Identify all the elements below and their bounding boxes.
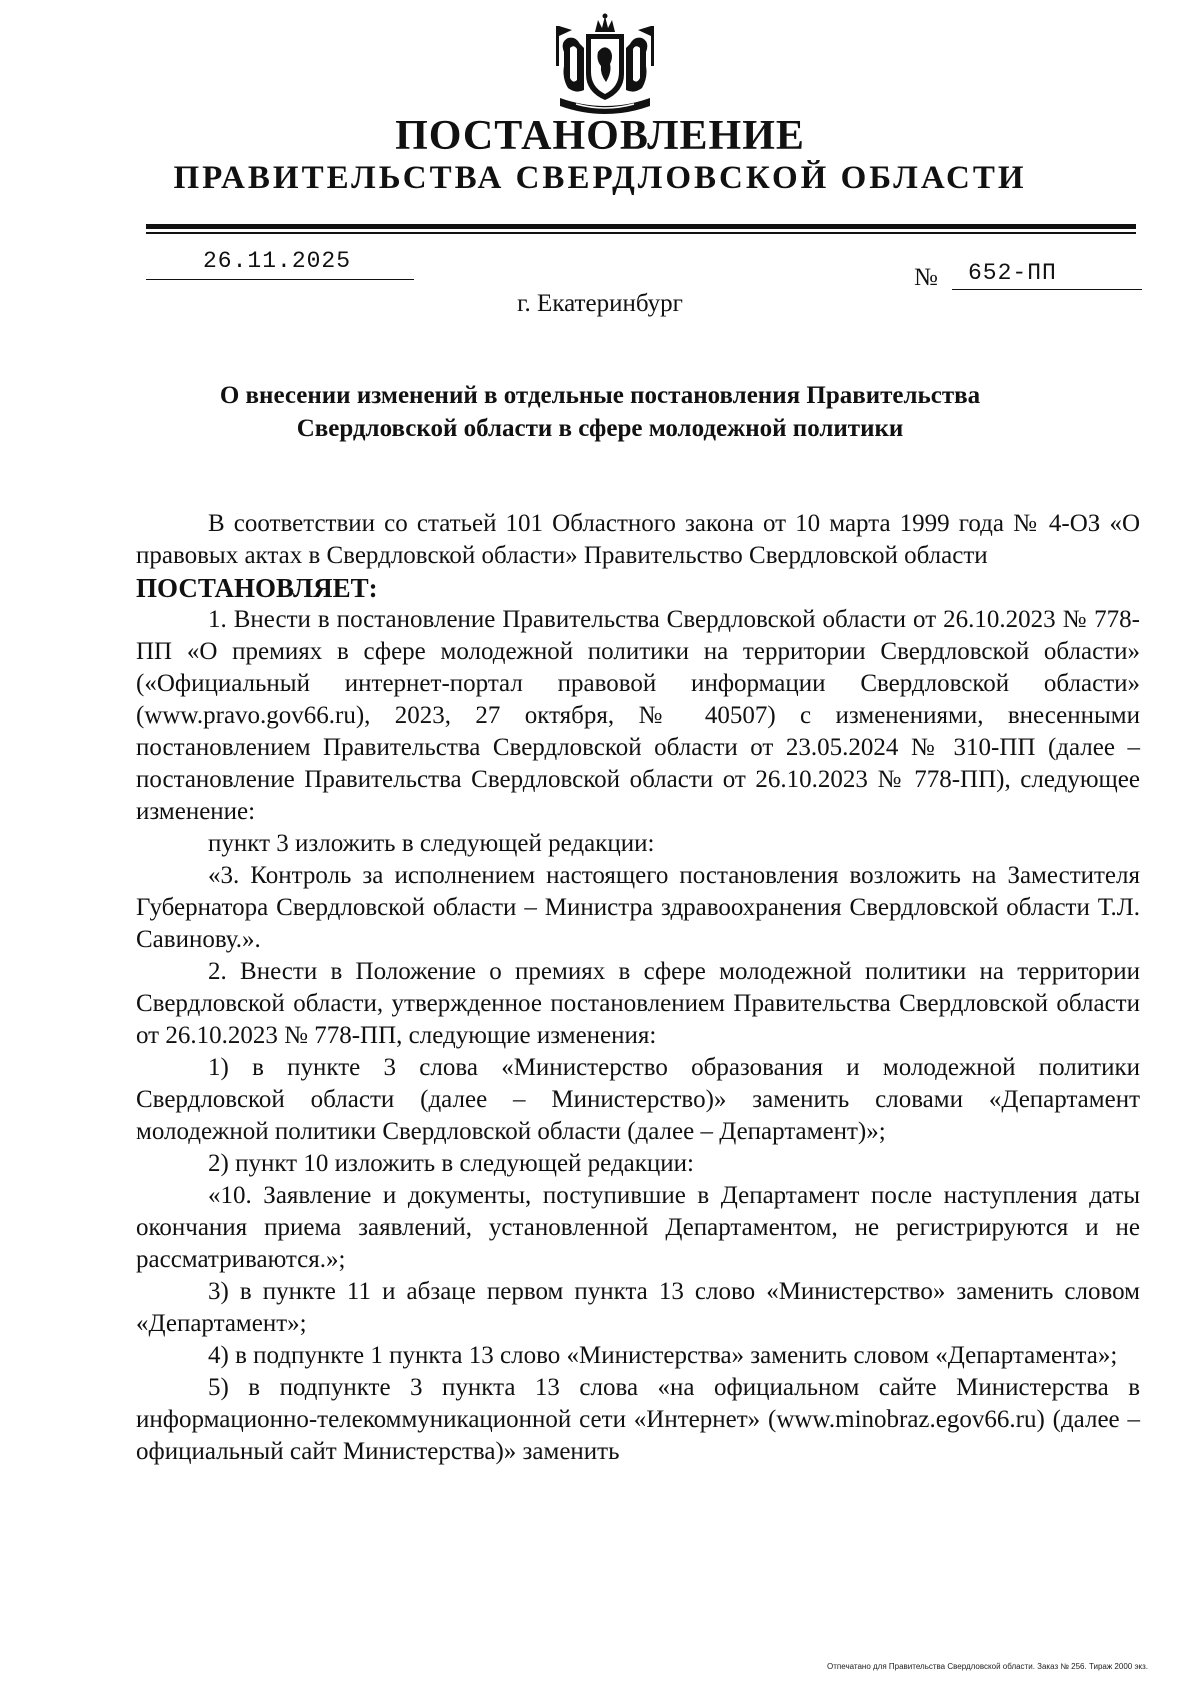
resolves-label: ПОСТАНОВЛЯЕТ:: [136, 573, 378, 603]
document-date: 26.11.2025: [203, 248, 352, 274]
paragraph-10: 5) в подпункте 3 пункта 13 слова «на официальном сайте Министерства в информационно-телекоммуникационной сети «Интернет» (www.minobraz.egov66.ru) (далее – официальный сайт Министерства)» заменить: [136, 1374, 1140, 1465]
paragraph-4: 2. Внести в Положение о премиях в сфере молодежной политики на территории Свердловской области, утвержденное постановлением Правительства Свердловской области от 26.10.2023 № 778-ПП, следующие изменения:: [136, 958, 1140, 1049]
print-footer-note: Отпечатано для Правительства Свердловской области. Заказ № 256. Тираж 2000 экз.: [827, 1662, 1148, 1671]
city: г. Екатеринбург: [517, 290, 683, 317]
heading-line-1: О внесении изменений в отдельные постановления Правительства: [219, 382, 981, 409]
header-divider-thick: [146, 224, 1136, 229]
paragraph-7: «10. Заявление и документы, поступившие в Департамент после наступления даты окончания приема заявлений, установленной Департаментом, не регистрируются и не рассматриваются.»;: [136, 1182, 1140, 1273]
paragraph-3: «3. Контроль за исполнением настоящего постановления возложить на Заместителя Губернатора Свердловской области – Министра здравоохранения Свердловской области Т.Л. Савинову.».: [136, 862, 1140, 953]
header-divider-thin: [146, 232, 1136, 234]
paragraph-8: 3) в пункте 11 и абзаце первом пункта 13 слово «Министерство» заменить словом «Департамент»;: [136, 1278, 1140, 1337]
paragraph-9: 4) в подпункте 1 пункта 13 слово «Министерства» заменить словом «Департамента»;: [208, 1342, 1118, 1369]
document-body: [136, 508, 1140, 1468]
number-sign: №: [914, 264, 938, 291]
paragraph-5: 1) в пункте 3 слова «Министерство образования и молодежной политики Свердловской области (далее – Министерство)» заменить словами «Департамент молодежной политики Свердловской области (далее – Департамент)»;: [136, 1054, 1140, 1145]
paragraph-6: 2) пункт 10 изложить в следующей редакции:: [208, 1150, 694, 1177]
coat-of-arms-emblem: [546, 12, 664, 122]
date-underline: [146, 279, 414, 280]
intro-paragraph: В соответствии со статьей 101 Областного закона от 10 марта 1999 года № 4-ОЗ «О правовых актах в Свердловской области» Правительство Свердловской области: [136, 510, 1140, 569]
document-heading: [0, 379, 1200, 445]
paragraph-2: пункт 3 изложить в следующей редакции:: [208, 830, 655, 857]
document-type-title: ПОСТАНОВЛЕНИЕ: [395, 113, 805, 159]
document-number: 652-ПП: [952, 260, 1142, 290]
issuing-authority: ПРАВИТЕЛЬСТВА СВЕРДЛОВСКОЙ ОБЛАСТИ: [173, 160, 1027, 196]
heading-line-2: Свердловской области в сфере молодежной политики: [296, 415, 904, 442]
paragraph-1: 1. Внести в постановление Правительства Свердловской области от 26.10.2023 № 778-ПП «О премиях в сфере молодежной политики на территории Свердловской области» («Официальный интернет-портал правовой информации Свердловской области» (www.pravo.gov66.ru), 2023, 27 октября, № 40507) с изменениями, внесенными постановлением Правительства Свердловской области от 23.05.2024 № 310-ПП (далее – постановление Правительства Свердловской области от 26.10.2023 № 778-ПП), следующее изменение:: [136, 606, 1140, 825]
